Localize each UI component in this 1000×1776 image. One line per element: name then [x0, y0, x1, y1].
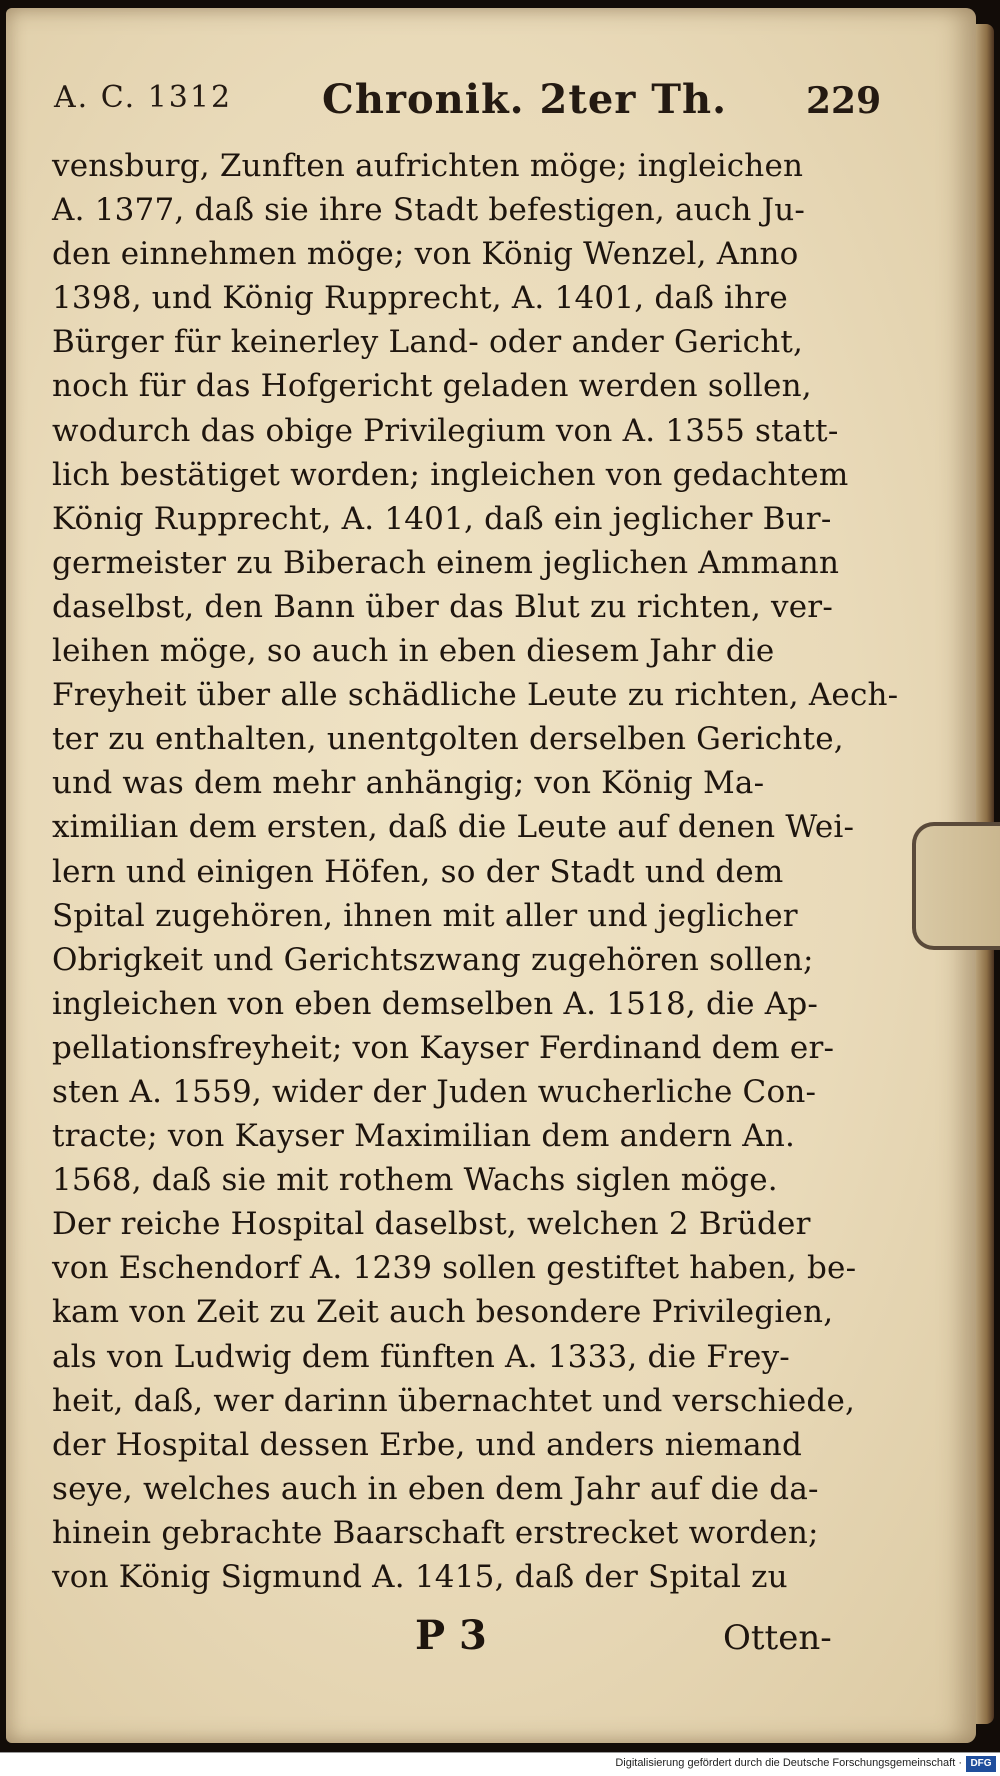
text-line: daselbst, den Bann über das Blut zu richten, ver- — [52, 588, 834, 625]
signature-mark: P 3 — [415, 1612, 487, 1659]
text-line: seye, welches auch in eben dem Jahr auf die da- — [52, 1470, 819, 1507]
text-line: ingleichen von eben demselben A. 1518, die Ap- — [52, 985, 819, 1022]
body-text — [52, 144, 899, 1599]
text-line: König Rupprecht, A. 1401, daß ein jeglicher Bur- — [52, 500, 832, 537]
catchword: Otten- — [723, 1618, 832, 1658]
header-year: A. C. 1312 — [54, 80, 233, 115]
text-line: ter zu enthalten, unentgolten derselben Gerichte, — [52, 721, 844, 758]
text-line: hinein gebrachte Baarschaft erstrecket worden; — [52, 1514, 819, 1551]
dfg-logo: DFG — [966, 1756, 996, 1772]
text-line: Freyheit über alle schädliche Leute zu richten, Aech- — [52, 677, 899, 714]
page-footer — [40, 1612, 900, 1672]
text-line: als von Ludwig dem fünften A. 1333, die Frey- — [52, 1338, 790, 1375]
text-line: von Eschendorf A. 1239 sollen gestiftet haben, be- — [52, 1250, 857, 1287]
text-line: A. 1377, daß sie ihre Stadt befestigen, auch Ju- — [52, 192, 806, 229]
header-title: Chronik. 2ter Th. — [322, 76, 728, 123]
text-line: tracte; von Kayser Maximilian dem andern An. — [52, 1118, 796, 1155]
text-line: und was dem mehr anhängig; von König Ma- — [52, 765, 765, 802]
text-line: kam von Zeit zu Zeit auch besondere Privilegien, — [52, 1294, 834, 1331]
text-line: 1398, und König Rupprecht, A. 1401, daß ihre — [52, 280, 788, 317]
text-line: ximilian dem ersten, daß die Leute auf denen Wei- — [52, 809, 855, 846]
text-line: wodurch das obige Privilegium von A. 1355 statt- — [52, 412, 839, 449]
text-line: noch für das Hofgericht geladen werden sollen, — [52, 368, 812, 405]
text-line: von König Sigmund A. 1415, daß der Spital zu — [52, 1559, 788, 1595]
running-header — [40, 76, 890, 128]
page-clip — [912, 822, 1000, 950]
text-line: lich bestätiget worden; ingleichen von gedachtem — [52, 456, 849, 493]
credit-text: Digitalisierung gefördert durch die Deutsche Forschungsgemeinschaft · — [615, 1757, 962, 1769]
text-line: germeister zu Biberach einem jeglichen Ammann — [52, 544, 840, 581]
text-line: den einnehmen möge; von König Wenzel, Anno — [52, 236, 799, 273]
text-line: Obrigkeit und Gerichtszwang zugehören sollen; — [52, 941, 814, 978]
text-line: lern und einigen Höfen, so der Stadt und dem — [52, 853, 784, 890]
page-number: 229 — [806, 80, 882, 122]
text-line: pellationsfreyheit; von Kayser Ferdinand dem er- — [52, 1029, 835, 1066]
text-line: 1568, daß sie mit rothem Wachs siglen möge. — [52, 1162, 778, 1199]
text-line: Bürger für keinerley Land- oder ander Gericht, — [52, 324, 804, 361]
text-line: der Hospital dessen Erbe, und anders niemand — [52, 1426, 803, 1463]
text-line: heit, daß, wer darinn übernachtet und verschiede, — [52, 1382, 856, 1419]
text-line: vensburg, Zunften aufrichten möge; ingleichen — [52, 148, 804, 184]
text-line: sten A. 1559, wider der Juden wucherliche Con- — [52, 1073, 817, 1110]
text-line: leihen möge, so auch in eben diesem Jahr die — [52, 633, 775, 670]
text-line: Spital zugehören, ihnen mit aller und jeglicher — [52, 897, 798, 934]
digitization-credit-bar — [0, 1752, 1000, 1776]
text-line: Der reiche Hospital daselbst, welchen 2 Brüder — [52, 1206, 811, 1243]
